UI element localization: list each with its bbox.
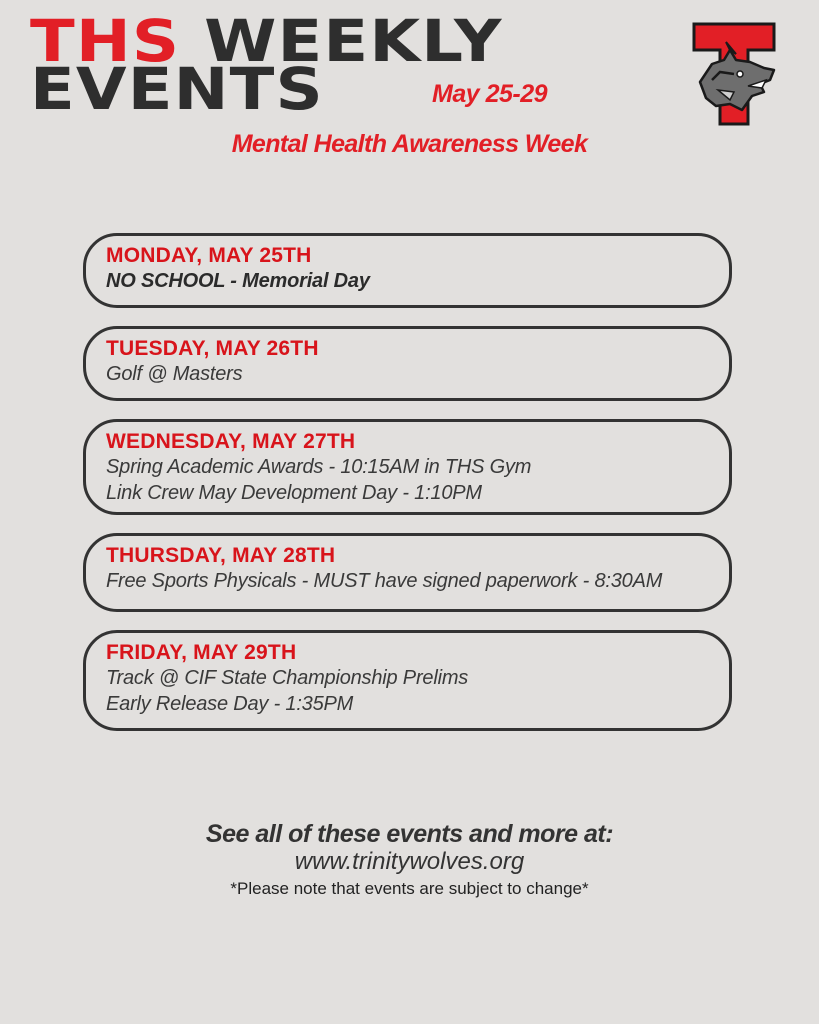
title-weekly: WEEKLY [180, 7, 503, 75]
date-range: May 25-29 [432, 80, 548, 108]
event-card-thursday [83, 533, 732, 612]
website-link[interactable]: www.trinitywolves.org [294, 848, 525, 875]
ths-wolf-logo-icon [690, 20, 778, 128]
day-heading: TUESDAY, MAY 26TH [106, 337, 319, 360]
event-item: Free Sports Physicals - MUST have signed paperwork - 8:30AM [106, 570, 663, 592]
event-item: Link Crew May Development Day - 1:10PM [106, 482, 482, 504]
event-card-tuesday [83, 326, 732, 401]
event-card-friday [83, 630, 732, 731]
event-item: Golf @ Masters [106, 363, 243, 385]
event-card-wednesday [83, 419, 732, 515]
event-card-monday [83, 233, 732, 308]
event-item: Spring Academic Awards - 10:15AM in THS Gym [106, 456, 532, 478]
footer-heading: See all of these events and more at: [205, 820, 614, 848]
event-item: NO SCHOOL - Memorial Day [106, 270, 370, 292]
day-heading: MONDAY, MAY 25TH [106, 244, 312, 267]
title-ths: THS [30, 7, 181, 75]
event-item: Track @ CIF State Championship Prelims [106, 667, 469, 689]
event-item: Early Release Day - 1:35PM [106, 693, 354, 715]
day-heading: THURSDAY, MAY 28TH [106, 544, 336, 567]
day-heading: WEDNESDAY, MAY 27TH [106, 430, 356, 453]
title-line-2: EVENTS [30, 55, 324, 123]
subtitle: Mental Health Awareness Week [231, 130, 588, 158]
disclaimer-note: *Please note that events are subject to change* [230, 879, 589, 898]
day-heading: FRIDAY, MAY 29TH [106, 641, 297, 664]
